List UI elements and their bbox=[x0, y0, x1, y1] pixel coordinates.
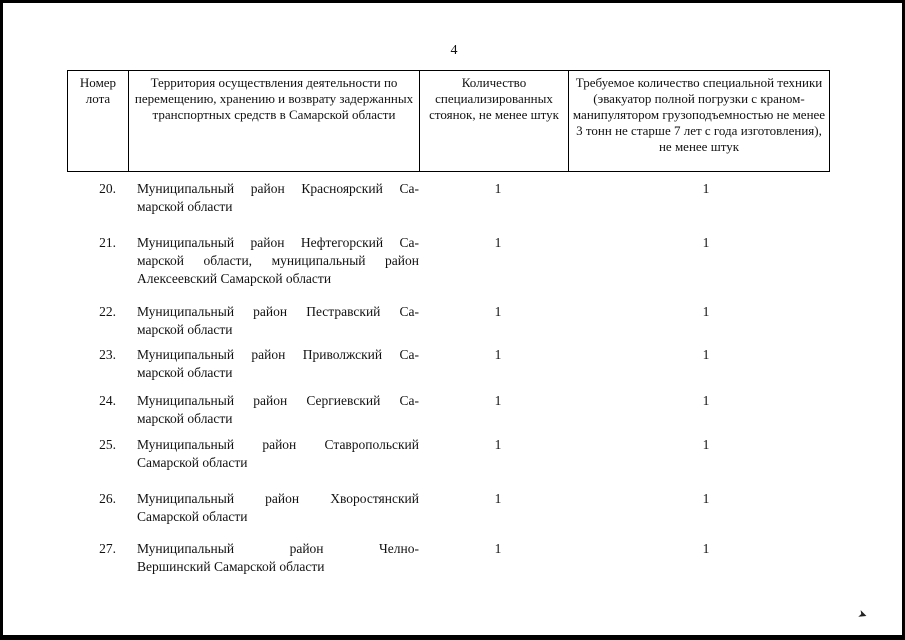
row-territory: Муниципальный район Ставропольский Самарской области bbox=[137, 437, 419, 470]
table-header bbox=[67, 70, 830, 172]
row-number: 22. bbox=[99, 304, 116, 319]
row-number: 23. bbox=[99, 347, 116, 362]
row-territory: Муниципальный район Красноярский Са- марской области bbox=[137, 181, 419, 214]
row-parking-count: 1 bbox=[494, 393, 502, 408]
row-territory: Муниципальный район Хворостянский Самарской области bbox=[137, 491, 419, 524]
row-equipment-count: 1 bbox=[702, 235, 710, 250]
row-number: 20. bbox=[99, 181, 116, 196]
header-territory: Территория осуществления деятельности по перемещению, хранению и возврату задержанных транспортных средств в Самарской области bbox=[129, 71, 420, 172]
scan-speck-mark: ➤ bbox=[856, 607, 869, 623]
row-territory: Муниципальный район Нефтегорский Са- марской области, муниципальный район Алексеевский Самарской области bbox=[137, 235, 419, 286]
row-territory: Муниципальный район Приволжский Са- марской области bbox=[137, 347, 419, 380]
row-parking-count: 1 bbox=[494, 235, 502, 250]
row-parking-count: 1 bbox=[494, 491, 502, 506]
row-equipment-count: 1 bbox=[702, 437, 710, 452]
row-equipment-count: 1 bbox=[702, 304, 710, 319]
row-number: 25. bbox=[99, 437, 116, 452]
row-number: 21. bbox=[99, 235, 116, 250]
scan-border-left bbox=[0, 0, 3, 640]
row-number: 27. bbox=[99, 541, 116, 556]
scan-border-top bbox=[0, 0, 905, 3]
row-parking-count: 1 bbox=[494, 304, 502, 319]
row-equipment-count: 1 bbox=[702, 541, 710, 556]
row-parking-count: 1 bbox=[494, 347, 502, 362]
row-equipment-count: 1 bbox=[702, 347, 710, 362]
header-parking-count: Количество специализированных стоянок, не менее штук bbox=[420, 71, 569, 172]
row-equipment-count: 1 bbox=[702, 491, 710, 506]
header-lot-number: Номер лота bbox=[68, 71, 129, 172]
row-territory: Муниципальный район Пестравский Са- марской области bbox=[137, 304, 419, 337]
row-parking-count: 1 bbox=[494, 541, 502, 556]
row-territory: Муниципальный район Челно- Вершинский Самарской области bbox=[137, 541, 419, 574]
header-equipment-count: Требуемое количество специальной техники (эвакуатор полной погрузки с краном-манипулятором грузоподъемностью не менее 3 тонн не старше 7 лет с года изготовления), не менее штук bbox=[569, 71, 830, 172]
row-number: 24. bbox=[99, 393, 116, 408]
row-number: 26. bbox=[99, 491, 116, 506]
row-territory: Муниципальный район Сергиевский Са- марской области bbox=[137, 393, 419, 426]
row-equipment-count: 1 bbox=[702, 181, 710, 196]
scan-border-bottom bbox=[0, 635, 905, 640]
page-number: 4 bbox=[450, 43, 458, 58]
row-parking-count: 1 bbox=[494, 181, 502, 196]
row-equipment-count: 1 bbox=[702, 393, 710, 408]
row-parking-count: 1 bbox=[494, 437, 502, 452]
